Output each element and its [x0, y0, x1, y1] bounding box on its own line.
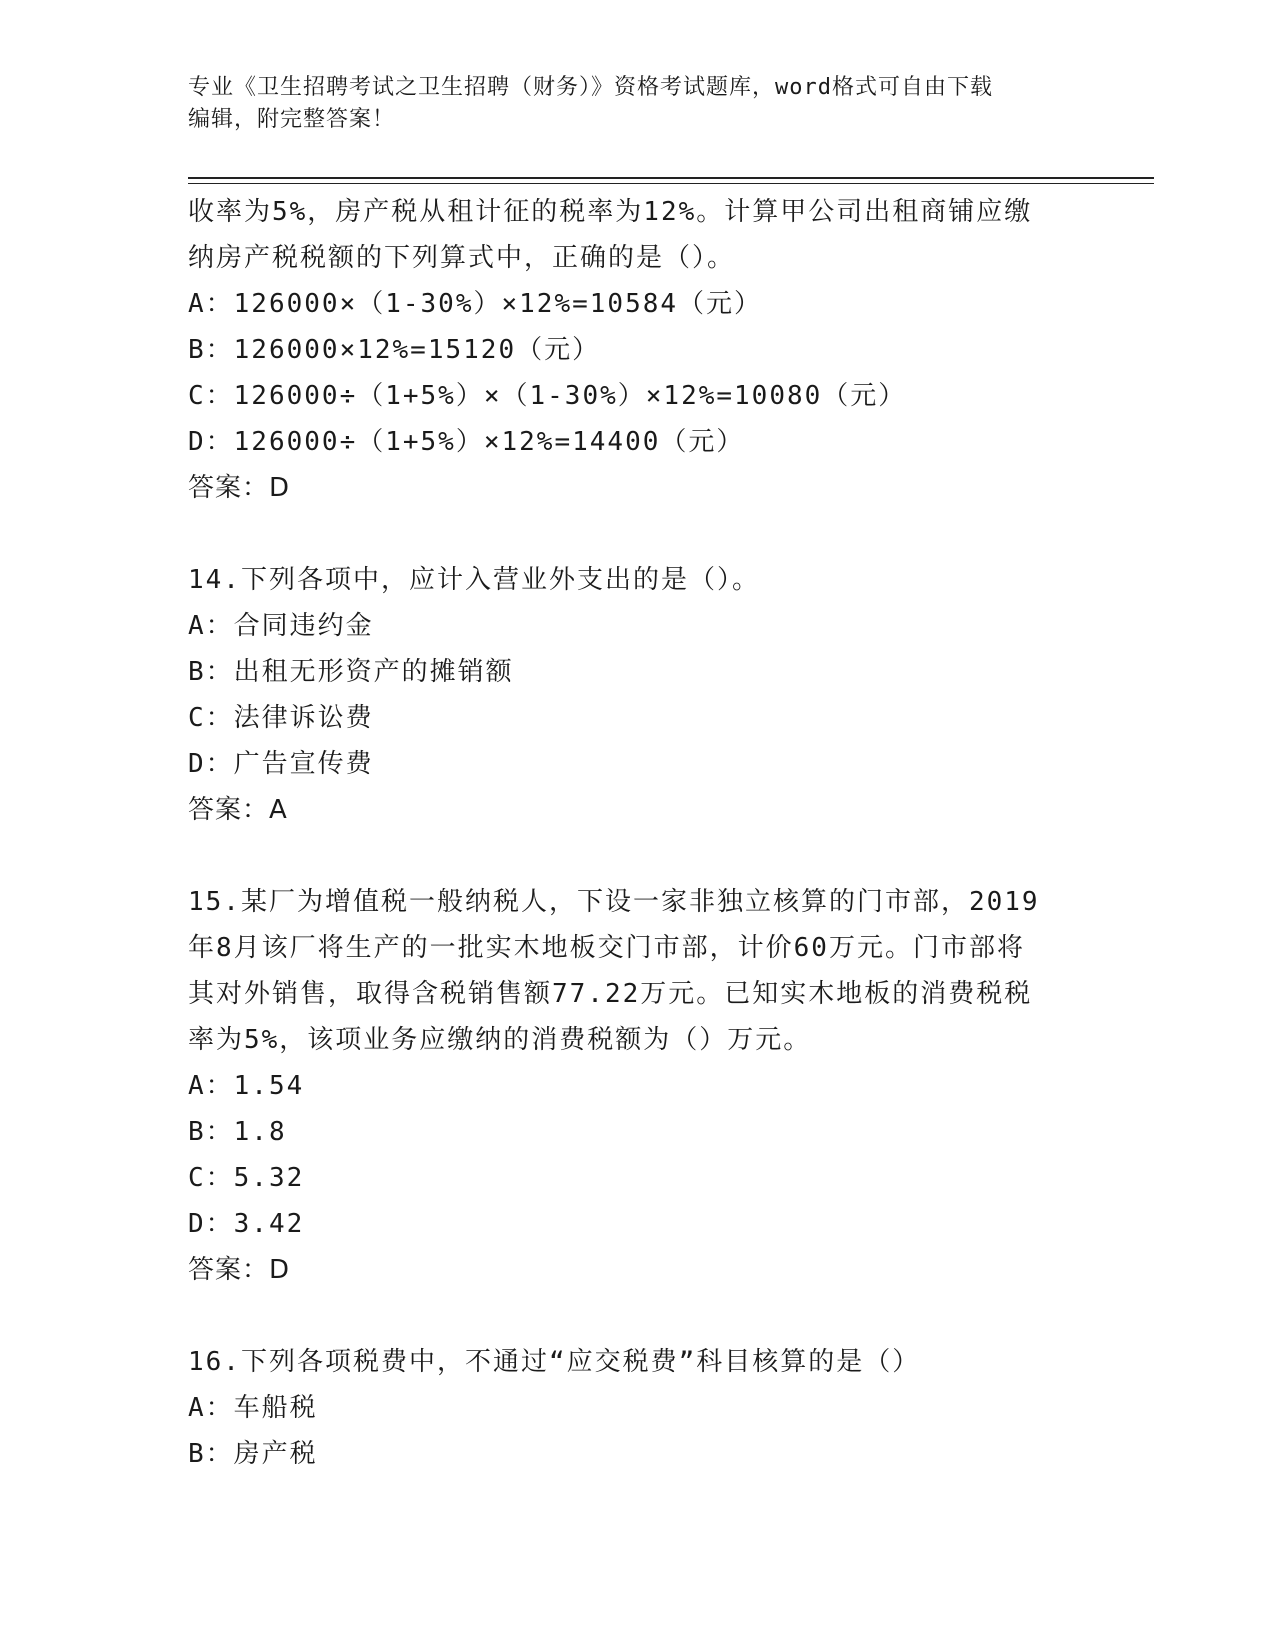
- option-b: B：房产税: [188, 1439, 318, 1469]
- option-c: C：5.32: [188, 1163, 305, 1193]
- question-stem-line: 14.下列各项中，应计入营业外支出的是（）。: [188, 565, 760, 595]
- header-divider-thick: [188, 177, 1154, 179]
- question-stem-line: 15.某厂为增值税一般纳税人，下设一家非独立核算的门市部，2019: [188, 887, 1040, 917]
- header-line-2: 编辑，附完整答案！: [188, 107, 396, 132]
- question-stem-line: 收率为5%，房产税从租计征的税率为12%。计算甲公司出租商铺应缴: [188, 197, 1033, 227]
- answer-line: 答案：D: [188, 473, 291, 503]
- answer-line: 答案：D: [188, 1255, 291, 1285]
- option-d: D：广告宣传费: [188, 749, 374, 779]
- question-list: [188, 189, 1138, 1477]
- option-a: A：1.54: [188, 1071, 305, 1101]
- option-a: A：车船税: [188, 1393, 318, 1423]
- question-stem-line: 率为5%，该项业务应缴纳的消费税额为（）万元。: [188, 1025, 812, 1055]
- question-stem-line: 其对外销售，取得含税销售额77.22万元。已知实木地板的消费税税: [188, 979, 1033, 1009]
- question-16: [188, 1339, 1138, 1477]
- question-stem-line: 年8月该厂将生产的一批实木地板交门市部，计价60万元。门市部将: [188, 933, 1025, 963]
- option-b: B：1.8: [188, 1117, 287, 1147]
- option-d: D：3.42: [188, 1209, 305, 1239]
- option-b: B：126000×12%=15120（元）: [188, 335, 601, 365]
- header-divider-thin: [188, 183, 1154, 184]
- option-a: A：合同违约金: [188, 611, 374, 641]
- header-line-1: 专业《卫生招聘考试之卫生招聘（财务）》资格考试题库，word格式可自由下载: [188, 75, 993, 100]
- question-13: [188, 189, 1138, 511]
- option-c: C：法律诉讼费: [188, 703, 374, 733]
- question-14: [188, 557, 1138, 833]
- document-header: [188, 72, 1088, 136]
- option-b: B：出租无形资产的摊销额: [188, 657, 514, 687]
- question-15: [188, 879, 1138, 1293]
- option-a: A：126000×（1-30%）×12%=10584（元）: [188, 289, 763, 319]
- option-c: C：126000÷（1+5%）×（1-30%）×12%=10080（元）: [188, 381, 907, 411]
- question-stem-line: 纳房产税税额的下列算式中，正确的是（）。: [188, 243, 736, 273]
- question-stem-line: 16.下列各项税费中，不通过“应交税费”科目核算的是（）: [188, 1347, 921, 1377]
- option-d: D：126000÷（1+5%）×12%=14400（元）: [188, 427, 745, 457]
- answer-line: 答案：A: [188, 795, 288, 825]
